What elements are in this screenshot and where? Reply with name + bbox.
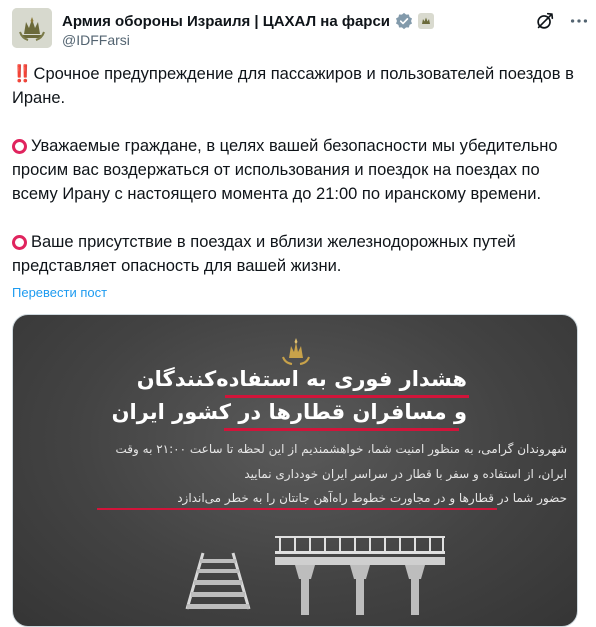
- tweet-paragraph-1-text: Срочное предупреждение для пассажиров и пользователей поездов в Иране.: [12, 65, 574, 107]
- tweet-paragraph-1: [12, 62, 584, 110]
- author-handle[interactable]: @IDFFarsi: [62, 32, 130, 48]
- avatar[interactable]: [12, 8, 52, 48]
- grok-icon[interactable]: [534, 10, 556, 32]
- railway-bridge-icon: [275, 527, 445, 617]
- tweet-header: [12, 8, 584, 52]
- tweet-paragraph-3: [12, 230, 584, 278]
- translate-post-link[interactable]: Перевести пост: [12, 285, 108, 300]
- tweet-media-image[interactable]: [12, 314, 578, 627]
- author-display-name[interactable]: Армия обороны Израиля | ЦАХАЛ на фарси: [62, 12, 391, 30]
- double-exclamation-icon: ‼️: [12, 65, 31, 83]
- tweet-paragraph-3-text: Ваше присутствие в поездах и вблизи железнодорожных путей представляет опасность для вашей жизни.: [12, 233, 516, 275]
- red-circle-icon: [12, 235, 27, 250]
- media-title-underline-1: [225, 395, 469, 398]
- affiliate-badge-icon[interactable]: [418, 13, 434, 29]
- tweet-paragraph-2: [12, 134, 584, 206]
- idf-emblem-icon: [12, 8, 52, 48]
- more-options-icon[interactable]: [568, 10, 590, 32]
- media-title-underline-2: [224, 428, 459, 431]
- media-body-line-3: حضور شما در قطارها و در مجاورت خطوط راه‌آهن جانتان را به خطر می‌اندازد: [177, 491, 567, 505]
- tweet-paragraph-2-text: Уважаемые граждане, в целях вашей безопасности мы убедительно просим вас воздержаться от использования и поездок на поездах по всему Ирану с настоящего момента до 21:00 по иранскому времени.: [12, 137, 558, 203]
- media-body-line-2: ایران، از استفاده و سفر با قطار در سراسر ایران خودداری نمایید: [244, 467, 567, 481]
- idf-emblem-icon: [279, 335, 313, 365]
- tweet-text: [12, 62, 584, 278]
- railway-track-icon: [173, 551, 263, 611]
- media-title-line-2: و مسافران قطارها در کشور ایران: [111, 400, 467, 424]
- media-body-line-1: شهروندان گرامی، به منظور امنیت شما، خواهشمندیم از این لحظه تا ساعت ۲۱:۰۰ به وقت: [115, 442, 567, 456]
- media-title-line-1: هشدار فوری به استفاده‌کنندگان: [136, 367, 467, 391]
- verified-badge-icon[interactable]: [395, 12, 413, 30]
- author-name-row: [62, 10, 434, 32]
- media-body-underline: [97, 508, 497, 510]
- red-circle-icon: [12, 139, 27, 154]
